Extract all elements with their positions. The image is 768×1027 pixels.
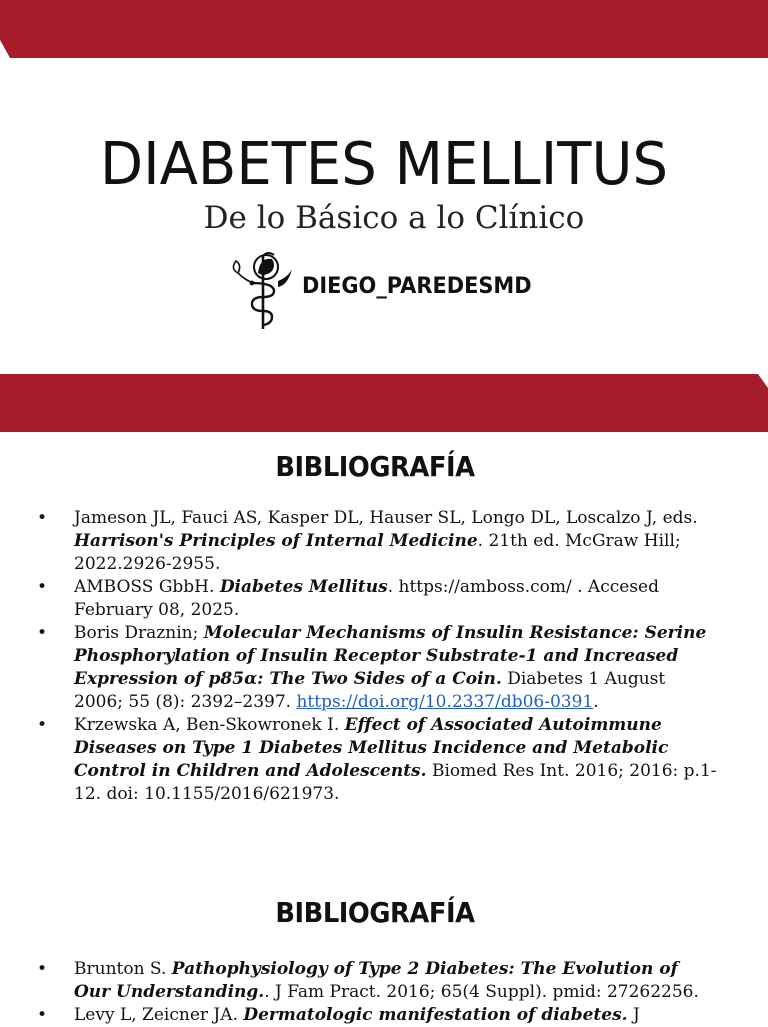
- reference-source: . J Fam Pract. 2016; 65(4 Suppl). pmid: 27262256.: [264, 982, 699, 1002]
- section-title-bibliografia: BIBLIOGRAFÍA: [275, 450, 475, 483]
- reference-title: Pathophysiology of Type 2 Diabetes: The Evolution of Our Understanding.: [74, 959, 678, 1002]
- reference-source: J: [627, 1005, 640, 1025]
- reference-item: [0, 958, 768, 1004]
- section-title-bibliografia: BIBLIOGRAFÍA: [275, 896, 475, 929]
- reference-item: [0, 622, 768, 714]
- page-title: DIABETES MELLITUS: [99, 130, 669, 199]
- reference-authors: Krzewska A, Ben-Skowronek I.: [74, 715, 345, 735]
- reference-title: Dermatologic manifestation of diabetes.: [243, 1005, 628, 1025]
- reference-authors: Boris Draznin;: [74, 623, 204, 643]
- reference-title: Diabetes Mellitus: [219, 577, 388, 597]
- reference-list: [0, 958, 768, 1027]
- reference-source: . https://amboss.com/ . Accesed February 08, 2025.: [74, 577, 659, 620]
- reference-item: [0, 714, 768, 806]
- doi-link[interactable]: https://doi.org/10.2337/db06-0391: [296, 692, 594, 712]
- reference-item: [0, 507, 768, 576]
- reference-tail: .: [593, 692, 599, 712]
- reference-source: Diabetes 1 August 2006; 55 (8): 2392–2397.: [74, 669, 666, 712]
- reference-title: Molecular Mechanisms of Insulin Resistance: Serine Phosphorylation of Insulin Receptor Substrate-1 and Increased Expression of p85α: The Two Sides of a Coin.: [74, 623, 707, 689]
- reference-source: Biomed Res Int. 2016; 2016: p.1-12. doi: 10.1155/2016/621973.: [74, 761, 717, 804]
- reference-authors: AMBOSS GbbH.: [74, 577, 220, 597]
- reference-list: [0, 507, 768, 806]
- page-subtitle: De lo Básico a lo Clínico: [203, 200, 585, 236]
- author-handle: DIEGO_PAREDESMD: [302, 273, 532, 299]
- reference-title: Effect of Associated Autoimmune Diseases on Type 1 Diabetes Mellitus Incidence and Metabolic Control in Children and Adolescents.: [74, 715, 669, 781]
- reference-authors: Jameson JL, Fauci AS, Kasper DL, Hauser SL, Longo DL, Loscalzo J, eds.: [74, 508, 698, 528]
- caduceus-helmet-logo-icon: [228, 247, 298, 331]
- reference-item: [0, 576, 768, 622]
- reference-source: . 21th ed. McGraw Hill; 2022.2926-2955.: [74, 531, 681, 574]
- reference-title: Harrison's Principles of Internal Medicine: [74, 531, 478, 551]
- reference-authors: Levy L, Zeicner JA.: [74, 1005, 244, 1025]
- reference-authors: Brunton S.: [74, 959, 172, 979]
- author-block: [228, 247, 544, 331]
- middle-red-band: [0, 374, 768, 432]
- top-red-band: [0, 0, 768, 58]
